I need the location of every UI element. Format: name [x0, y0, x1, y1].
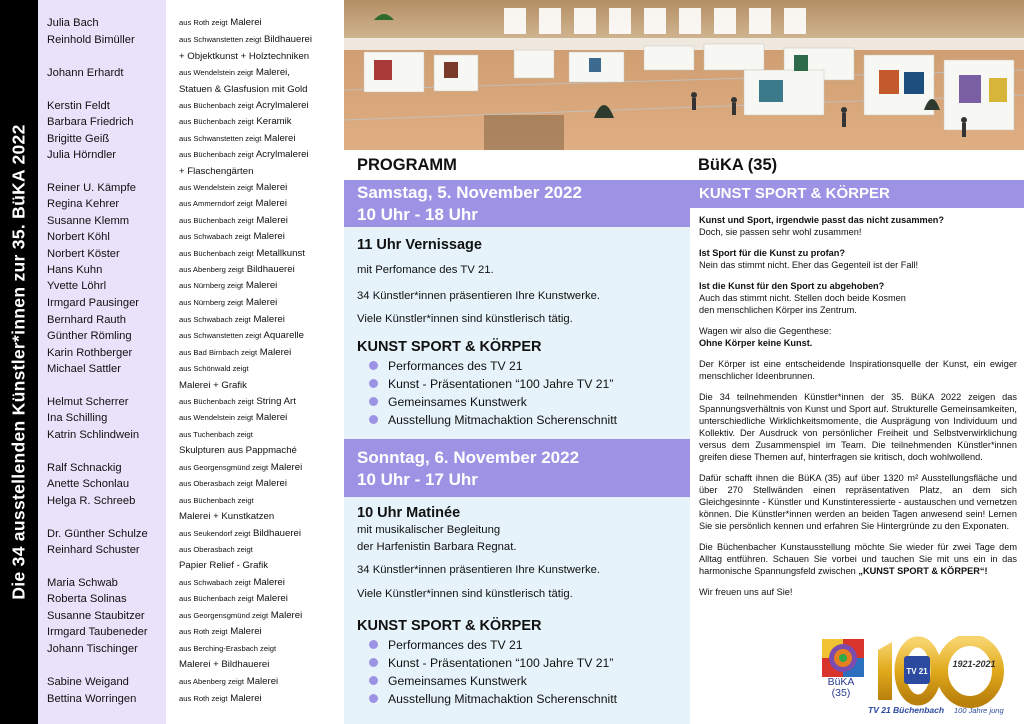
artist-media [179, 493, 254, 509]
artist-row [38, 624, 344, 640]
artist-name: Johann Tischinger [47, 643, 138, 655]
artist-media [179, 229, 285, 245]
artist-origin: aus Büchenbach zeigt [179, 249, 254, 258]
sunday-band [344, 439, 690, 497]
artist-medium: Malerei [270, 610, 303, 621]
artist-media [179, 591, 288, 607]
vertical-title: Die 34 ausstellenden Künstler*innen zur 35. BüKA 2022 [8, 124, 29, 600]
artist-origin: aus Oberasbach zeigt [179, 545, 253, 554]
artist-media [179, 509, 274, 525]
artist-name: Susanne Staubitzer [47, 610, 145, 622]
bullet-dot-icon [369, 658, 378, 667]
sunday-line: 34 Künstler*innen präsentieren Ihre Kunstwerke. [357, 564, 601, 576]
vertical-title-bar [0, 0, 38, 724]
artist-media [179, 378, 247, 394]
artist-name: Reiner U. Kämpfe [47, 182, 136, 194]
artist-origin: aus Abenberg zeigt [179, 677, 245, 686]
buka-answer: den menschlichen Körper ins Zentrum. [699, 305, 857, 315]
artist-row [38, 443, 344, 459]
artist-row [38, 361, 344, 377]
hall-illustration [344, 0, 1024, 150]
artist-medium: Papier Relief - Grafik [179, 560, 269, 571]
saturday-bullet: Kunst - Präsentationen “100 Jahre TV 21” [369, 377, 613, 391]
artist-medium: Malerei [253, 577, 285, 588]
saturday-bullet: Ausstellung Mitmachaktion Scherenschnitt [369, 413, 617, 427]
artist-name: Barbara Friedrich [47, 116, 134, 128]
artist-medium: String Art [256, 396, 296, 407]
sunday-event-title: 10 Uhr Matinée [357, 505, 461, 521]
saturday-bullet: Performances des TV 21 [369, 359, 523, 373]
artist-medium: Malerei + Grafik [179, 380, 247, 391]
artist-medium: Bildhauerei [246, 264, 295, 275]
artist-row [38, 493, 344, 509]
artist-medium: Malerei [246, 676, 279, 687]
artist-row [38, 427, 344, 443]
artist-row [38, 460, 344, 476]
buka-title: BüKA (35) [698, 156, 778, 174]
buka-paragraph: Die 34 teilnehmenden Künstler*innen der 35. BüKA 2022 zeigen das Spannungsverhältnis von Kunst und Sport auf. Strukturelle Gemeinsamkeiten, unterschiedliche Wirklichkeitsmomente, die Ausprägung von Individuum und Kollektiv. Der Ausdruck von persönlicher Freiheit und Selbstverwirklichung versus dem Zusammenspiel im Team. Die teilnehmenden Künstler*innen greifen diese Themen auf, hinterfragen sie kritisch, doch wohlwollend. [699, 392, 1017, 462]
artist-media [179, 82, 308, 98]
artist-medium: Malerei + Kunstkatzen [179, 511, 275, 522]
artist-name: Helmut Scherrer [47, 396, 129, 408]
artist-row [38, 15, 344, 31]
artist-name: Michael Sattler [47, 363, 121, 375]
artist-name: Regina Kehrer [47, 198, 120, 210]
artist-name: Bernhard Rauth [47, 314, 126, 326]
artist-name: Kerstin Feldt [47, 100, 110, 112]
sunday-date: Sonntag, 6. November 2022 [357, 448, 580, 467]
artist-name: Reinhard Schuster [47, 544, 140, 556]
artist-origin: aus Schwanstetten zeigt [179, 35, 262, 44]
artist-row [38, 509, 344, 525]
artist-origin: aus Schönwald zeigt [179, 364, 249, 373]
artist-name: Yvette Löhrl [47, 280, 107, 292]
buka-theme-quote: „KUNST SPORT & KÖRPER“! [858, 566, 988, 576]
artist-media [179, 526, 301, 542]
artist-medium: Aquarelle [263, 330, 305, 341]
artist-origin: aus Schwanstetten zeigt [179, 134, 262, 143]
sunday-line: Viele Künstler*innen sind künstlerisch tätig. [357, 588, 573, 600]
artist-row [38, 180, 344, 196]
artist-origin: aus Ammerndorf zeigt [179, 199, 253, 208]
artist-media [179, 558, 268, 574]
buka-logo-text: BüKA [827, 676, 855, 688]
bullet-dot-icon [369, 379, 378, 388]
tv21-anniversary-logo [866, 636, 1024, 722]
buka-theme-band: KUNST SPORT & KÖRPER [690, 180, 1024, 208]
saturday-bullet: Gemeinsames Kunstwerk [369, 395, 527, 409]
artist-media [179, 691, 262, 707]
artist-row [38, 32, 344, 48]
artist-medium: Acrylmalerei [255, 149, 309, 160]
artist-media [179, 213, 288, 229]
artist-media [179, 65, 290, 81]
buka-text [699, 214, 1017, 607]
buka-answer: Doch, sie passen sehr wohl zusammen! [699, 227, 862, 237]
artist-origin: aus Bad Birnbach zeigt [179, 348, 258, 357]
saturday-section-title: KUNST SPORT & KÖRPER [357, 339, 542, 355]
artist-row [38, 278, 344, 294]
artist-name: Ralf Schnackig [47, 462, 122, 474]
artist-row [38, 49, 344, 65]
buka-thesis: Ohne Körper keine Kunst. [699, 338, 813, 348]
artist-origin: aus Oberasbach zeigt [179, 479, 253, 488]
artist-medium: Malerei [255, 182, 288, 193]
artist-row [38, 657, 344, 673]
artist-origin: aus Büchenbach zeigt [179, 150, 254, 159]
artist-media [179, 262, 295, 278]
artist-medium: + Flaschengärten [179, 166, 254, 177]
artist-row [38, 229, 344, 245]
artist-row [38, 131, 344, 147]
artist-name: Sabine Weigand [47, 676, 129, 688]
artist-origin: aus Wendelstein zeigt [179, 413, 254, 422]
bullet-dot-icon [369, 397, 378, 406]
artist-origin: aus Berching-Erasbach zeigt [179, 644, 277, 653]
artist-row [38, 213, 344, 229]
artist-origin: aus Schwabach zeigt [179, 232, 251, 241]
program-column [344, 150, 690, 724]
artist-row [38, 328, 344, 344]
artist-name: Ina Schilling [47, 412, 108, 424]
artist-row [38, 295, 344, 311]
artist-media [179, 312, 285, 328]
buka-paragraph: Dafür schafft ihnen die BüKA (35) auf über 1320 m² Ausstellungsfläche und über 270 Stellwänden einen repräsentativen Platz, an dem sich Gleichgesinnte - Künstler und Kunstinteressierte - austauschen und vernetzen können. Die Künstler*innen werden an beiden Tagen anwesend sein! Lernen Sie sie persönlich kennen und erfahren Sie Hintergründe zu den Exponaten. [699, 473, 1017, 531]
artist-medium: Malerei [230, 626, 262, 637]
buka-paragraph: Wagen wir also die Gegenthese: [699, 326, 832, 336]
artist-origin: aus Nürnberg zeigt [179, 281, 244, 290]
artist-origin: aus Schwanstetten zeigt [179, 331, 262, 340]
artist-origin: aus Seukendorf zeigt [179, 529, 251, 538]
artist-name: Irmgard Pausinger [47, 297, 140, 309]
artist-name: Günther Römling [47, 330, 132, 342]
saturday-line: 34 Künstler*innen präsentieren Ihre Kunstwerke. [357, 290, 601, 302]
artist-row [38, 608, 344, 624]
artist-origin: aus Wendelstein zeigt [179, 68, 254, 77]
bullet-dot-icon [369, 694, 378, 703]
buka-logo-number: (35) [831, 687, 851, 699]
saturday-line: mit Perfomance des TV 21. [357, 264, 494, 276]
artist-media [179, 196, 287, 212]
artist-media [179, 657, 269, 673]
tv21-badge: TV 21 [906, 667, 928, 676]
artist-media [179, 246, 305, 262]
artist-origin: aus Roth zeigt [179, 627, 228, 636]
saturday-event-title: 11 Uhr Vernissage [357, 237, 482, 253]
artist-medium: Keramik [256, 116, 292, 127]
artist-row [38, 164, 344, 180]
artist-medium: Statuen & Glasfusion mit Gold [179, 84, 308, 95]
artist-row [38, 526, 344, 542]
buka-logo [820, 637, 866, 679]
artist-medium: Malerei [253, 231, 285, 242]
artist-media [179, 641, 276, 657]
artist-origin: aus Büchenbach zeigt [179, 397, 254, 406]
artist-media [179, 15, 262, 31]
artist-row [38, 542, 344, 558]
artist-media [179, 295, 277, 311]
artist-media [179, 180, 287, 196]
saturday-line: Viele Künstler*innen sind künstlerisch tätig. [357, 313, 573, 325]
artist-name: Bettina Worringen [47, 693, 137, 705]
artist-origin: aus Nürnberg zeigt [179, 298, 244, 307]
sunday-bullet: Gemeinsames Kunstwerk [369, 674, 527, 688]
artist-medium: Acrylmalerei [255, 100, 309, 111]
artist-medium: Malerei [245, 280, 278, 291]
buka-answer: Auch das stimmt nicht. Stellen doch beide Kosmen [699, 293, 906, 303]
artist-row [38, 312, 344, 328]
artist-name: Brigitte Geiß [47, 133, 110, 145]
artist-row [38, 691, 344, 707]
artist-origin: aus Abenberg zeigt [179, 265, 245, 274]
saturday-band [344, 180, 690, 227]
bullet-dot-icon [369, 361, 378, 370]
artist-origin: aus Wendelstein zeigt [179, 183, 254, 192]
artist-media [179, 361, 249, 377]
artist-media [179, 608, 302, 624]
artist-row [38, 394, 344, 410]
sunday-line: der Harfenistin Barbara Regnat. [357, 541, 517, 553]
artist-origin: aus Tuchenbach zeigt [179, 430, 253, 439]
artist-origin: aus Schwabach zeigt [179, 578, 251, 587]
artist-name: Karin Rothberger [47, 347, 133, 359]
artist-medium: Malerei [253, 314, 285, 325]
sunday-bullet: Ausstellung Mitmachaktion Scherenschnitt [369, 692, 617, 706]
artist-row [38, 674, 344, 690]
artist-media [179, 328, 304, 344]
artist-origin: aus Roth zeigt [179, 18, 228, 27]
artist-media [179, 131, 295, 147]
artist-media [179, 394, 296, 410]
artist-row [38, 591, 344, 607]
artist-origin: aus Büchenbach zeigt [179, 117, 254, 126]
buka-question: Ist die Kunst für den Sport zu abgehoben? [699, 281, 885, 291]
sunday-line: mit musikalischer Begleitung [357, 524, 501, 536]
artist-origin: aus Schwabach zeigt [179, 315, 251, 324]
artist-media [179, 427, 253, 443]
artist-medium: Malerei [256, 215, 288, 226]
artist-origin: aus Georgensgmünd zeigt [179, 463, 269, 472]
bullet-dot-icon [369, 640, 378, 649]
artist-medium: Skulpturen aus Pappmaché [179, 445, 297, 456]
artist-origin: aus Georgensgmünd zeigt [179, 611, 269, 620]
artist-row [38, 410, 344, 426]
artist-name: Hans Kuhn [47, 264, 103, 276]
artist-row [38, 196, 344, 212]
tv21-tagline: TV 21 Büchenbach [868, 705, 945, 715]
artist-name: Dr. Günther Schulze [47, 528, 148, 540]
buka-logo-label [819, 677, 863, 699]
buka-answer: Nein das stimmt nicht. Eher das Gegenteil ist der Fall! [699, 260, 919, 270]
artist-media [179, 98, 309, 114]
artist-row [38, 575, 344, 591]
bullet-dot-icon [369, 415, 378, 424]
artist-medium: Bildhauerei [253, 528, 302, 539]
artist-row [38, 378, 344, 394]
buka-question: Kunst und Sport, irgendwie passt das nicht zusammen? [699, 215, 945, 225]
artist-media [179, 32, 312, 48]
buka-paragraph: Der Körper ist eine entscheidende Inspirationsquelle der Kunst, ein ewiger menschlicher Ideenbrunnen. [699, 359, 1017, 381]
exhibition-hall-photo [344, 0, 1024, 150]
artist-medium: Bildhauerei [264, 34, 313, 45]
program-title: PROGRAMM [357, 156, 457, 174]
artist-name: Johann Erhardt [47, 67, 124, 79]
artist-medium: Malerei [255, 478, 288, 489]
artist-origin: aus Büchenbach zeigt [179, 216, 254, 225]
artist-row [38, 476, 344, 492]
artist-media [179, 460, 302, 476]
artist-media [179, 345, 291, 361]
artist-name: Julia Hörndler [47, 149, 117, 161]
artist-row [38, 98, 344, 114]
artist-medium: Malerei [264, 133, 296, 144]
sunday-section-title: KUNST SPORT & KÖRPER [357, 618, 542, 634]
artist-name: Norbert Köhl [47, 231, 110, 243]
artist-origin: aus Roth zeigt [179, 694, 228, 703]
saturday-time: 10 Uhr - 18 Uhr [357, 205, 478, 224]
artist-medium: Malerei, [255, 67, 290, 78]
artist-row [38, 114, 344, 130]
artist-medium: Malerei [230, 17, 262, 28]
artist-medium: Malerei + Bildhauerei [179, 659, 270, 670]
artist-media [179, 674, 278, 690]
artist-media [179, 49, 309, 65]
artist-medium: Malerei [245, 297, 278, 308]
artist-row [38, 65, 344, 81]
artist-row [38, 345, 344, 361]
artist-media [179, 278, 277, 294]
bullet-dot-icon [369, 676, 378, 685]
artist-name: Helga R. Schreeb [47, 495, 136, 507]
artist-medium: Malerei [256, 593, 288, 604]
artist-media [179, 410, 287, 426]
artist-origin: aus Büchenbach zeigt [179, 101, 254, 110]
artist-medium: Metallkunst [256, 248, 305, 259]
artist-name: Irmgard Taubeneder [47, 626, 148, 638]
sunday-bullet: Kunst - Präsentationen “100 Jahre TV 21” [369, 656, 613, 670]
artist-medium: Malerei [255, 198, 288, 209]
artist-row [38, 246, 344, 262]
tv21-subline: 100 Jahre jung [954, 706, 1004, 715]
artist-name: Norbert Köster [47, 248, 120, 260]
saturday-date: Samstag, 5. November 2022 [357, 183, 582, 202]
artist-name: Katrin Schlindwein [47, 429, 140, 441]
artist-medium: + Objektkunst + Holztechniken [179, 51, 310, 62]
artist-medium: Malerei [230, 693, 262, 704]
artist-origin: aus Büchenbach zeigt [179, 496, 254, 505]
artist-media [179, 443, 297, 459]
artist-row [38, 147, 344, 163]
artist-list [38, 0, 344, 724]
artist-name: Roberta Solinas [47, 593, 127, 605]
sunday-bullet: Performances des TV 21 [369, 638, 523, 652]
artist-name: Reinhold Bimüller [47, 34, 135, 46]
artist-name: Susanne Klemm [47, 215, 130, 227]
artist-name: Julia Bach [47, 17, 99, 29]
artist-row [38, 558, 344, 574]
artist-media [179, 624, 262, 640]
artist-row [38, 262, 344, 278]
sunday-details [344, 497, 690, 724]
artist-name: Anette Schonlau [47, 478, 130, 490]
artist-name: Maria Schwab [47, 577, 118, 589]
artist-medium: Malerei [255, 412, 288, 423]
artist-media [179, 542, 253, 558]
sunday-time: 10 Uhr - 17 Uhr [357, 470, 478, 489]
tv21-years: 1921-2021 [952, 659, 996, 669]
artist-row [38, 82, 344, 98]
artist-media [179, 476, 287, 492]
artist-medium: Malerei [270, 462, 303, 473]
saturday-details [344, 227, 690, 439]
artist-media [179, 575, 285, 591]
buka-paragraph: Die Büchenbacher Kunstausstellung möchte Sie wieder für zwei Tage dem Alltag entführen. Schauen Sie vorbei und tauchen Sie mit uns ein in das harmonische Spannungsfeld zwischen [699, 542, 1017, 576]
artist-origin: aus Büchenbach zeigt [179, 594, 254, 603]
artist-media [179, 147, 309, 163]
buka-question: Ist Sport für die Kunst zu profan? [699, 248, 845, 258]
artist-media [179, 164, 253, 180]
artist-medium: Malerei [259, 347, 292, 358]
artist-row [38, 641, 344, 657]
buka-closing: Wir freuen uns auf Sie! [699, 587, 793, 597]
artist-media [179, 114, 292, 130]
